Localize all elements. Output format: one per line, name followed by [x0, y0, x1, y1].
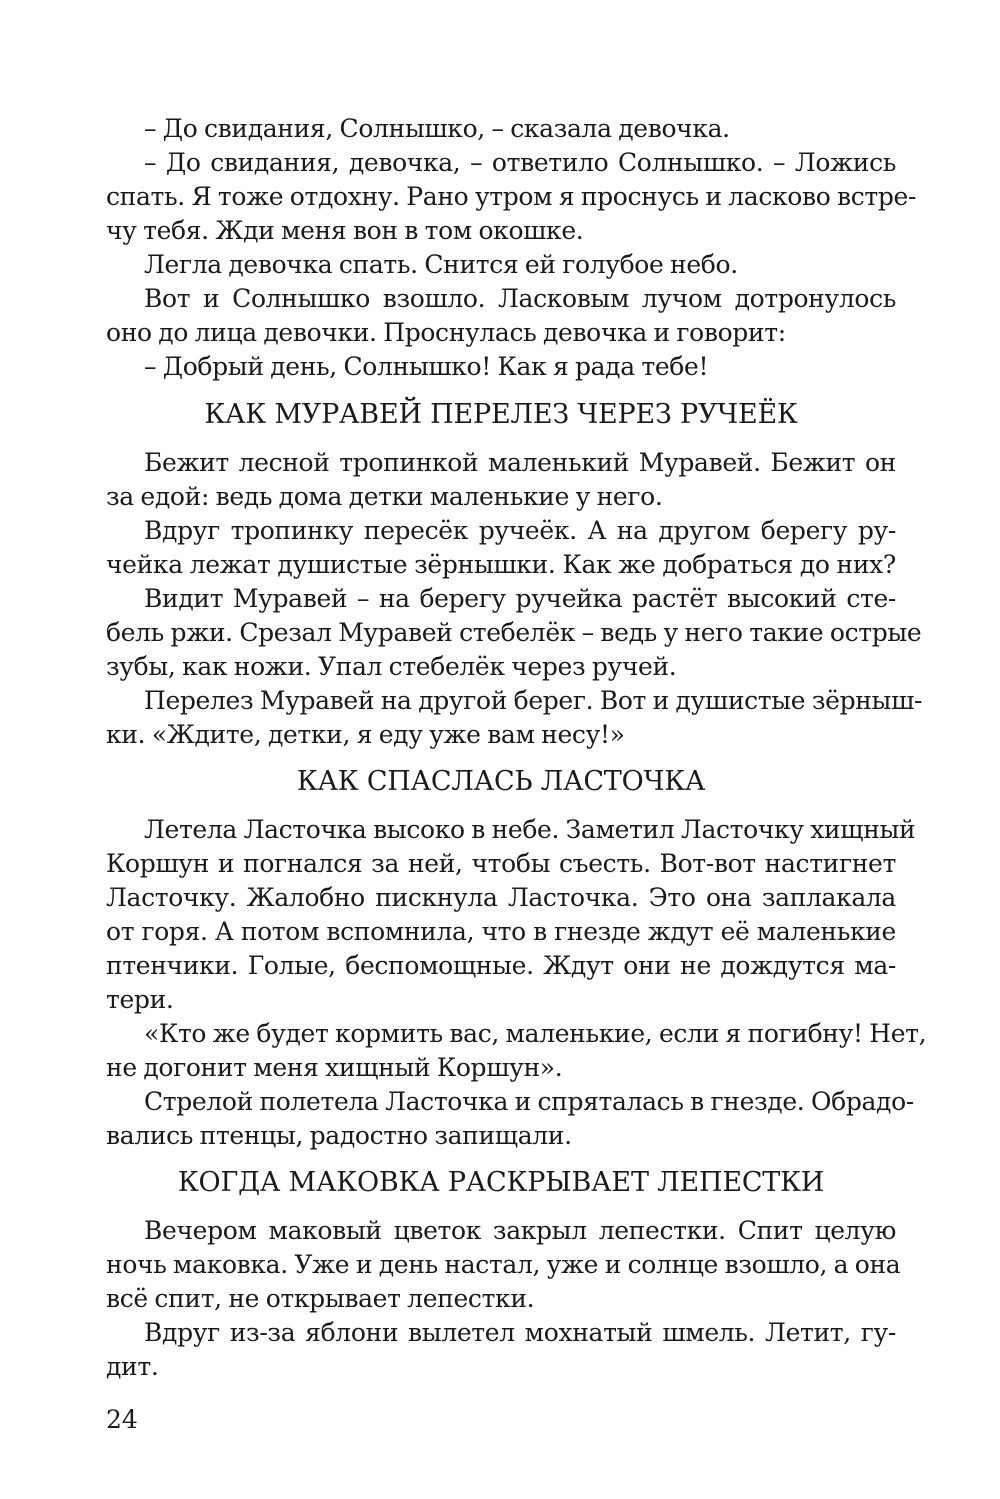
text-line: всё спит, не открывает лепестки. — [106, 1284, 535, 1313]
text-line: Легла девочка спать. Снится ей голубое небо. — [144, 250, 738, 279]
text-line: ки. «Ждите, детки, я еду уже вам несу!» — [106, 720, 625, 749]
text-block — [106, 446, 923, 752]
text-line: не догонит меня хищный Коршун». — [106, 1053, 563, 1082]
text-line: – До свидания, Солнышко, – сказала девочка. — [144, 114, 730, 143]
text-line: спать. Я тоже отдохну. Рано утром я проснусь и ласково встре- — [106, 182, 917, 211]
text-line: Ласточку. Жалобно пискнула Ласточка. Это она заплакала — [106, 883, 896, 912]
page-content — [106, 112, 927, 1384]
text-line: Вдруг тропинку пересёк ручеёк. А на другом берегу ру- — [144, 516, 896, 545]
story-heading: КАК МУРАВЕЙ ПЕРЕЛЕЗ ЧЕРЕЗ РУЧЕЁК — [204, 399, 798, 430]
text-line: вались птенцы, радостно запищали. — [106, 1121, 572, 1150]
text-line: Вот и Солнышко взошло. Ласковым лучом дотронулось — [144, 284, 896, 313]
text-line: тери. — [106, 985, 174, 1014]
text-line: птенчики. Голые, беспомощные. Ждут они не дождутся ма- — [106, 951, 896, 980]
text-line: чейка лежат душистые зёрнышки. Как же добраться до них? — [106, 550, 896, 579]
text-line: Видит Муравей – на берегу ручейка растёт высокий сте- — [144, 584, 896, 613]
text-line: ночь маковка. Уже и день настал, уже и солнце взошло, а она — [106, 1250, 901, 1279]
text-line: Летела Ласточка высоко в небе. Заметил Ласточку хищный — [144, 815, 916, 844]
text-line: дит. — [106, 1352, 159, 1381]
text-line: Перелез Муравей на другой берег. Вот и душистые зёрныш- — [144, 686, 923, 715]
text-line: от горя. А потом вспомнила, что в гнезде ждут её маленькие — [106, 917, 896, 946]
text-line: – Добрый день, Солнышко! Как я рада тебе! — [144, 352, 709, 381]
text-line: зубы, как ножи. Упал стебелёк через ручей. — [106, 652, 677, 681]
story-heading: КОГДА МАКОВКА РАСКРЫВАЕТ ЛЕПЕСТКИ — [177, 1167, 825, 1198]
text-line: чу тебя. Жди меня вон в том окошке. — [106, 216, 584, 245]
text-block — [106, 112, 917, 384]
text-line: Вдруг из-за яблони вылетел мохнатый шмель. Летит, гу- — [144, 1318, 896, 1347]
text-line: Бежит лесной тропинкой маленький Муравей. Бежит он — [144, 448, 896, 477]
text-line: оно до лица девочки. Проснулась девочка и говорит: — [106, 318, 786, 347]
text-line: – До свидания, девочка, – ответило Солнышко. – Ложись — [144, 148, 896, 177]
text-block — [106, 1214, 901, 1384]
text-block — [106, 813, 927, 1153]
text-line: Стрелой полетела Ласточка и спряталась в гнезде. Обрадо- — [144, 1087, 914, 1116]
text-line: бель ржи. Срезал Муравей стебелёк – ведь у него такие острые — [106, 618, 922, 647]
page-number: 24 — [106, 1405, 138, 1434]
text-line: «Кто же будет кормить вас, маленькие, если я погибну! Нет, — [144, 1019, 927, 1048]
text-line: за едой: ведь дома детки маленькие у него. — [106, 482, 663, 511]
text-line: Вечером маковый цветок закрыл лепестки. Спит целую — [144, 1216, 896, 1245]
story-heading: КАК СПАСЛАСЬ ЛАСТОЧКА — [296, 766, 706, 797]
text-line: Коршун и погнался за ней, чтобы съесть. Вот-вот настигнет — [106, 849, 896, 878]
